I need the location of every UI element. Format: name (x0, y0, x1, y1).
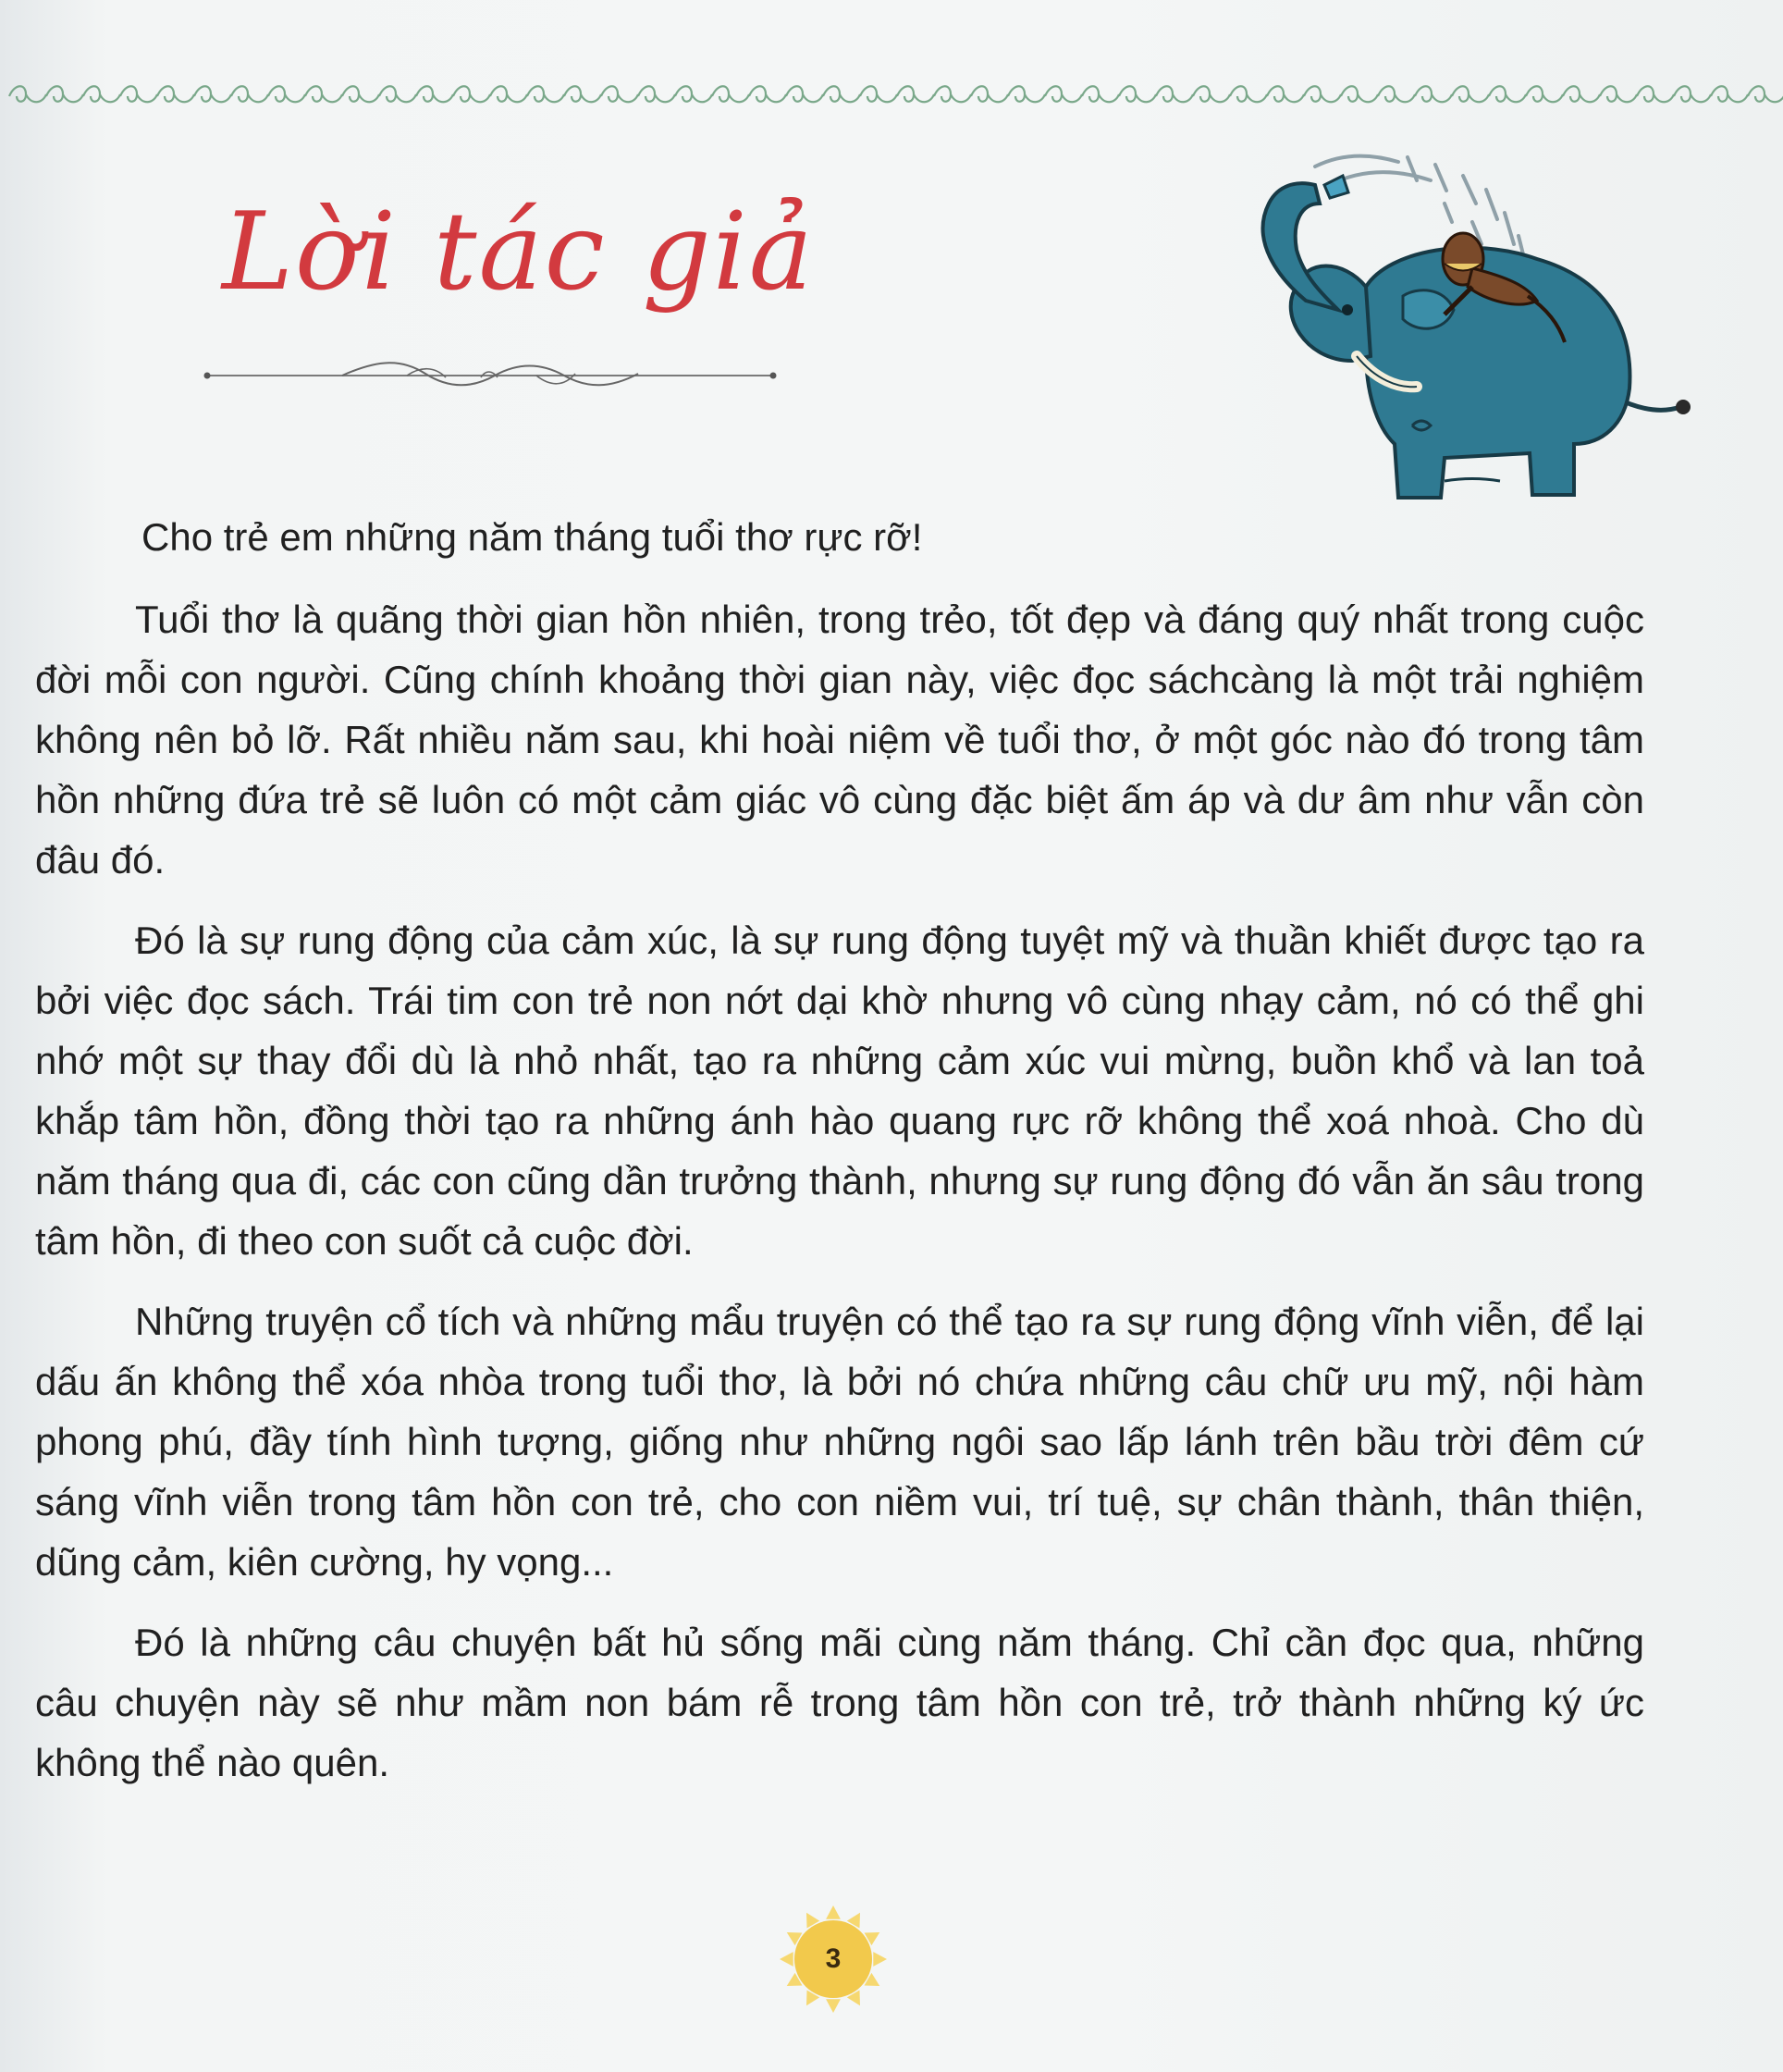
decorative-wave-border (0, 76, 1783, 113)
paragraph: Đó là sự rung động của cảm xúc, là sự rung động tuyệt mỹ và thuần khiết được tạo ra bởi việc đọc sách. Trái tim con trẻ non nớt dại khờ nhưng vô cùng nhạy cảm, nó có thể ghi nhớ một sự thay đổi dù là nhỏ nhất, tạo ra những cảm xúc vui mừng, buồn khổ và lan toả khắp tâm hồn, đồng thời tạo ra những ánh hào quang rực rỡ không thể xoá nhoà. Cho dù năm tháng qua đi, các con cũng dần trưởng thành, nhưng sự rung động đó vẫn ăn sâu trong tâm hồn, đi theo con suốt cả cuộc đời. (35, 919, 1644, 1263)
title-flourish-divider (203, 350, 777, 401)
paragraph: Đó là những câu chuyện bất hủ sống mãi cùng năm tháng. Chỉ cần đọc qua, những câu chuyện này sẽ như mầm non bám rễ trong tâm hồn con trẻ, trở thành những ký ức không thể nào quên. (35, 1621, 1644, 1784)
page-number: 3 (825, 1943, 842, 1974)
paragraph: Những truyện cổ tích và những mẩu truyện có thể tạo ra sự rung động vĩnh viễn, để lại dấu ấn không thể xóa nhòa trong tuổi thơ, là bởi nó chứa những câu chữ ưu mỹ, nội hàm phong phú, đầy tính hình tượng, giống như những ngôi sao lấp lánh trên bầu trời đêm cứ sáng vĩnh viễn trong tâm hồn con trẻ, cho con niềm vui, trí tuệ, sự chân thành, thân thiện, dũng cảm, kiên cường, hy vọng... (35, 1300, 1644, 1584)
page-number-badge (778, 1904, 889, 2015)
lead-line: Cho trẻ em những năm tháng tuổi thơ rực rỡ! (141, 515, 923, 559)
page-title: Lời tác giả (222, 190, 815, 314)
elephant-illustration (1167, 148, 1703, 518)
paragraph: Tuổi thơ là quãng thời gian hồn nhiên, trong trẻo, tốt đẹp và đáng quý nhất trong cuộc đời mỗi con người. Cũng chính khoảng thời gian này, việc đọc sáchcàng là một trải nghiệm không nên bỏ lỡ. Rất nhiều năm sau, khi hoài niệm về tuổi thơ, ở một góc nào đó trong tâm hồn những đứa trẻ sẽ luôn có một cảm giác vô cùng đặc biệt ấm áp và dư âm như vẫn còn đâu đó. (35, 598, 1644, 882)
author-note-text (35, 507, 1644, 1793)
